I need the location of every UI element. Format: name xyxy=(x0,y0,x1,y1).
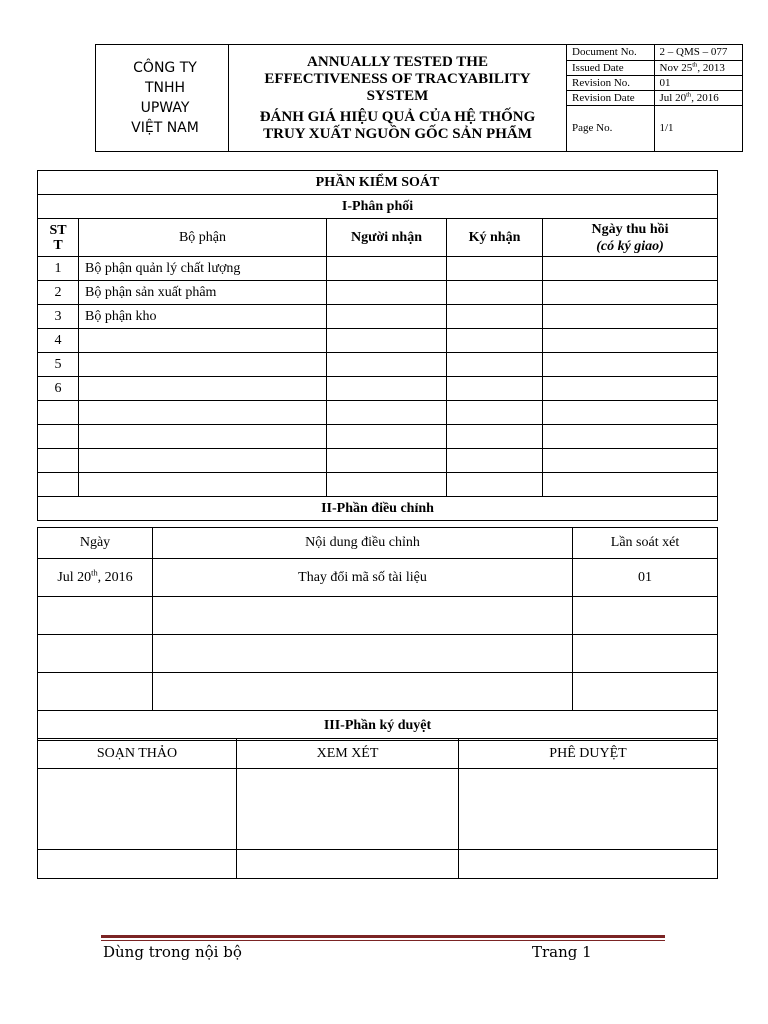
table-row xyxy=(38,257,718,281)
issued-date-value: Nov 25th, 2013 xyxy=(654,60,742,75)
company-line-3: UPWAY xyxy=(140,100,190,116)
adj-empty-cell xyxy=(153,597,573,635)
document-header xyxy=(95,44,743,152)
row-dept xyxy=(79,473,327,497)
page-no-label: Page No. xyxy=(567,105,654,151)
approval-header-review: XEM XÉT xyxy=(237,739,459,769)
row-number xyxy=(38,449,79,473)
revision-no-value: 01 xyxy=(654,75,742,90)
adj-empty-cell xyxy=(573,673,718,711)
row-number: 3 xyxy=(38,305,79,329)
footer-internal-use: Dùng trong nội bộ xyxy=(103,943,242,961)
row-dept: Bộ phận quản lý chất lượng xyxy=(79,257,327,281)
row-dept xyxy=(79,353,327,377)
table-row xyxy=(38,401,718,425)
row-receiver xyxy=(327,257,447,281)
table-row xyxy=(38,377,718,401)
company-line-1: CÔNG TY xyxy=(133,60,197,76)
revision-date-value: Jul 20th, 2016 xyxy=(654,90,742,105)
row-number: 2 xyxy=(38,281,79,305)
table-row xyxy=(38,449,718,473)
company-name xyxy=(96,45,229,152)
document-title xyxy=(229,45,567,152)
row-sign xyxy=(447,329,543,353)
row-sign xyxy=(447,257,543,281)
title-en-line-2: EFFECTIVENESS OF TRACYABILITY xyxy=(264,70,531,87)
row-sign xyxy=(447,425,543,449)
row-number xyxy=(38,425,79,449)
row-receiver xyxy=(327,281,447,305)
row-recall-date xyxy=(543,353,718,377)
row-sign xyxy=(447,281,543,305)
adj-empty-cell xyxy=(38,597,153,635)
page-no-value: 1/1 xyxy=(659,122,674,135)
table-row xyxy=(38,425,718,449)
title-en-line-3: SYSTEM xyxy=(366,87,429,104)
row-recall-date xyxy=(543,281,718,305)
revision-date-label: Revision Date xyxy=(567,90,654,105)
row-number: 1 xyxy=(38,257,79,281)
table-row xyxy=(38,473,718,497)
row-number: 6 xyxy=(38,377,79,401)
company-line-2: TNHH xyxy=(144,80,186,96)
doc-no-label: Document No. xyxy=(567,45,654,60)
footer-rule-thick xyxy=(101,935,665,938)
row-sign xyxy=(447,401,543,425)
title-vi-line-2: TRUY XUẤT NGUỒN GỐC SẢN PHẨM xyxy=(263,125,532,142)
adj-empty-cell xyxy=(153,673,573,711)
col-header-receiver: Người nhận xyxy=(327,219,447,257)
title-vi-line-1: ĐÁNH GIÁ HIỆU QUẢ CỦA HỆ THỐNG xyxy=(259,108,536,125)
adj-empty-cell xyxy=(153,635,573,673)
section-distribution-title: I-Phân phối xyxy=(38,195,718,219)
row-dept xyxy=(79,449,327,473)
table-row xyxy=(38,281,718,305)
table-row xyxy=(38,329,718,353)
adj-empty-cell xyxy=(38,673,153,711)
row-number: 4 xyxy=(38,329,79,353)
row-recall-date xyxy=(543,305,718,329)
row-number: 5 xyxy=(38,353,79,377)
approval-table xyxy=(37,738,718,879)
section-adjustment-title: II-Phần điều chỉnh xyxy=(38,497,718,521)
control-title: PHẦN KIỂM SOÁT xyxy=(38,171,718,195)
approval-header-approve: PHÊ DUYỆT xyxy=(459,739,718,769)
adj-row-review: 01 xyxy=(573,559,718,597)
row-number xyxy=(38,473,79,497)
adj-row-content: Thay đổi mã số tài liệu xyxy=(153,559,573,597)
row-receiver xyxy=(327,473,447,497)
revision-no-label: Revision No. xyxy=(567,75,654,90)
row-number xyxy=(38,401,79,425)
adj-empty-cell xyxy=(573,597,718,635)
footer-page-number: Trang 1 xyxy=(532,943,592,961)
issued-date-label: Issued Date xyxy=(567,60,654,75)
row-recall-date xyxy=(543,257,718,281)
row-dept xyxy=(79,401,327,425)
col-header-stt: ST T xyxy=(38,219,79,257)
row-recall-date xyxy=(543,473,718,497)
adj-header-review: Lần soát xét xyxy=(573,528,718,559)
row-dept xyxy=(79,425,327,449)
doc-no-value: 2 – QMS – 077 xyxy=(654,45,742,60)
col-header-recall: Ngày thu hồi (có ký giao) xyxy=(543,219,718,257)
adj-header-content: Nội dung điều chỉnh xyxy=(153,528,573,559)
title-en-line-1: ANNUALLY TESTED THE xyxy=(307,53,488,70)
signature-box-draft xyxy=(38,769,237,850)
row-recall-date xyxy=(543,329,718,353)
row-receiver xyxy=(327,305,447,329)
row-dept xyxy=(79,377,327,401)
row-dept: Bộ phận sản xuất phâm xyxy=(79,281,327,305)
adj-header-date: Ngày xyxy=(38,528,153,559)
section-approval-title: III-Phần ký duyệt xyxy=(38,711,718,741)
signature-box-approve xyxy=(459,769,718,850)
row-dept xyxy=(79,329,327,353)
row-dept: Bộ phận kho xyxy=(79,305,327,329)
approval-header-draft: SOẠN THẢO xyxy=(38,739,237,769)
row-recall-date xyxy=(543,401,718,425)
row-sign xyxy=(447,353,543,377)
row-recall-date xyxy=(543,377,718,401)
row-receiver xyxy=(327,425,447,449)
adj-row-date: Jul 20th, 2016 xyxy=(38,559,153,597)
row-receiver xyxy=(327,353,447,377)
document-meta xyxy=(567,45,743,152)
col-header-sign: Ký nhận xyxy=(447,219,543,257)
company-line-4: VIỆT NAM xyxy=(131,120,199,136)
row-receiver xyxy=(327,329,447,353)
row-sign xyxy=(447,305,543,329)
adj-empty-cell xyxy=(38,635,153,673)
row-sign xyxy=(447,377,543,401)
signer-name-draft xyxy=(38,850,237,879)
adjustment-table xyxy=(37,527,718,741)
col-header-dept: Bộ phận xyxy=(79,219,327,257)
table-row xyxy=(38,305,718,329)
row-receiver xyxy=(327,377,447,401)
adj-empty-cell xyxy=(573,635,718,673)
distribution-table xyxy=(37,170,718,521)
row-recall-date xyxy=(543,449,718,473)
signature-box-review xyxy=(237,769,459,850)
row-receiver xyxy=(327,449,447,473)
signer-name-review xyxy=(237,850,459,879)
row-recall-date xyxy=(543,425,718,449)
row-sign xyxy=(447,449,543,473)
table-row xyxy=(38,353,718,377)
footer-rule-thin xyxy=(101,940,665,941)
signer-name-approve xyxy=(459,850,718,879)
row-sign xyxy=(447,473,543,497)
row-receiver xyxy=(327,401,447,425)
